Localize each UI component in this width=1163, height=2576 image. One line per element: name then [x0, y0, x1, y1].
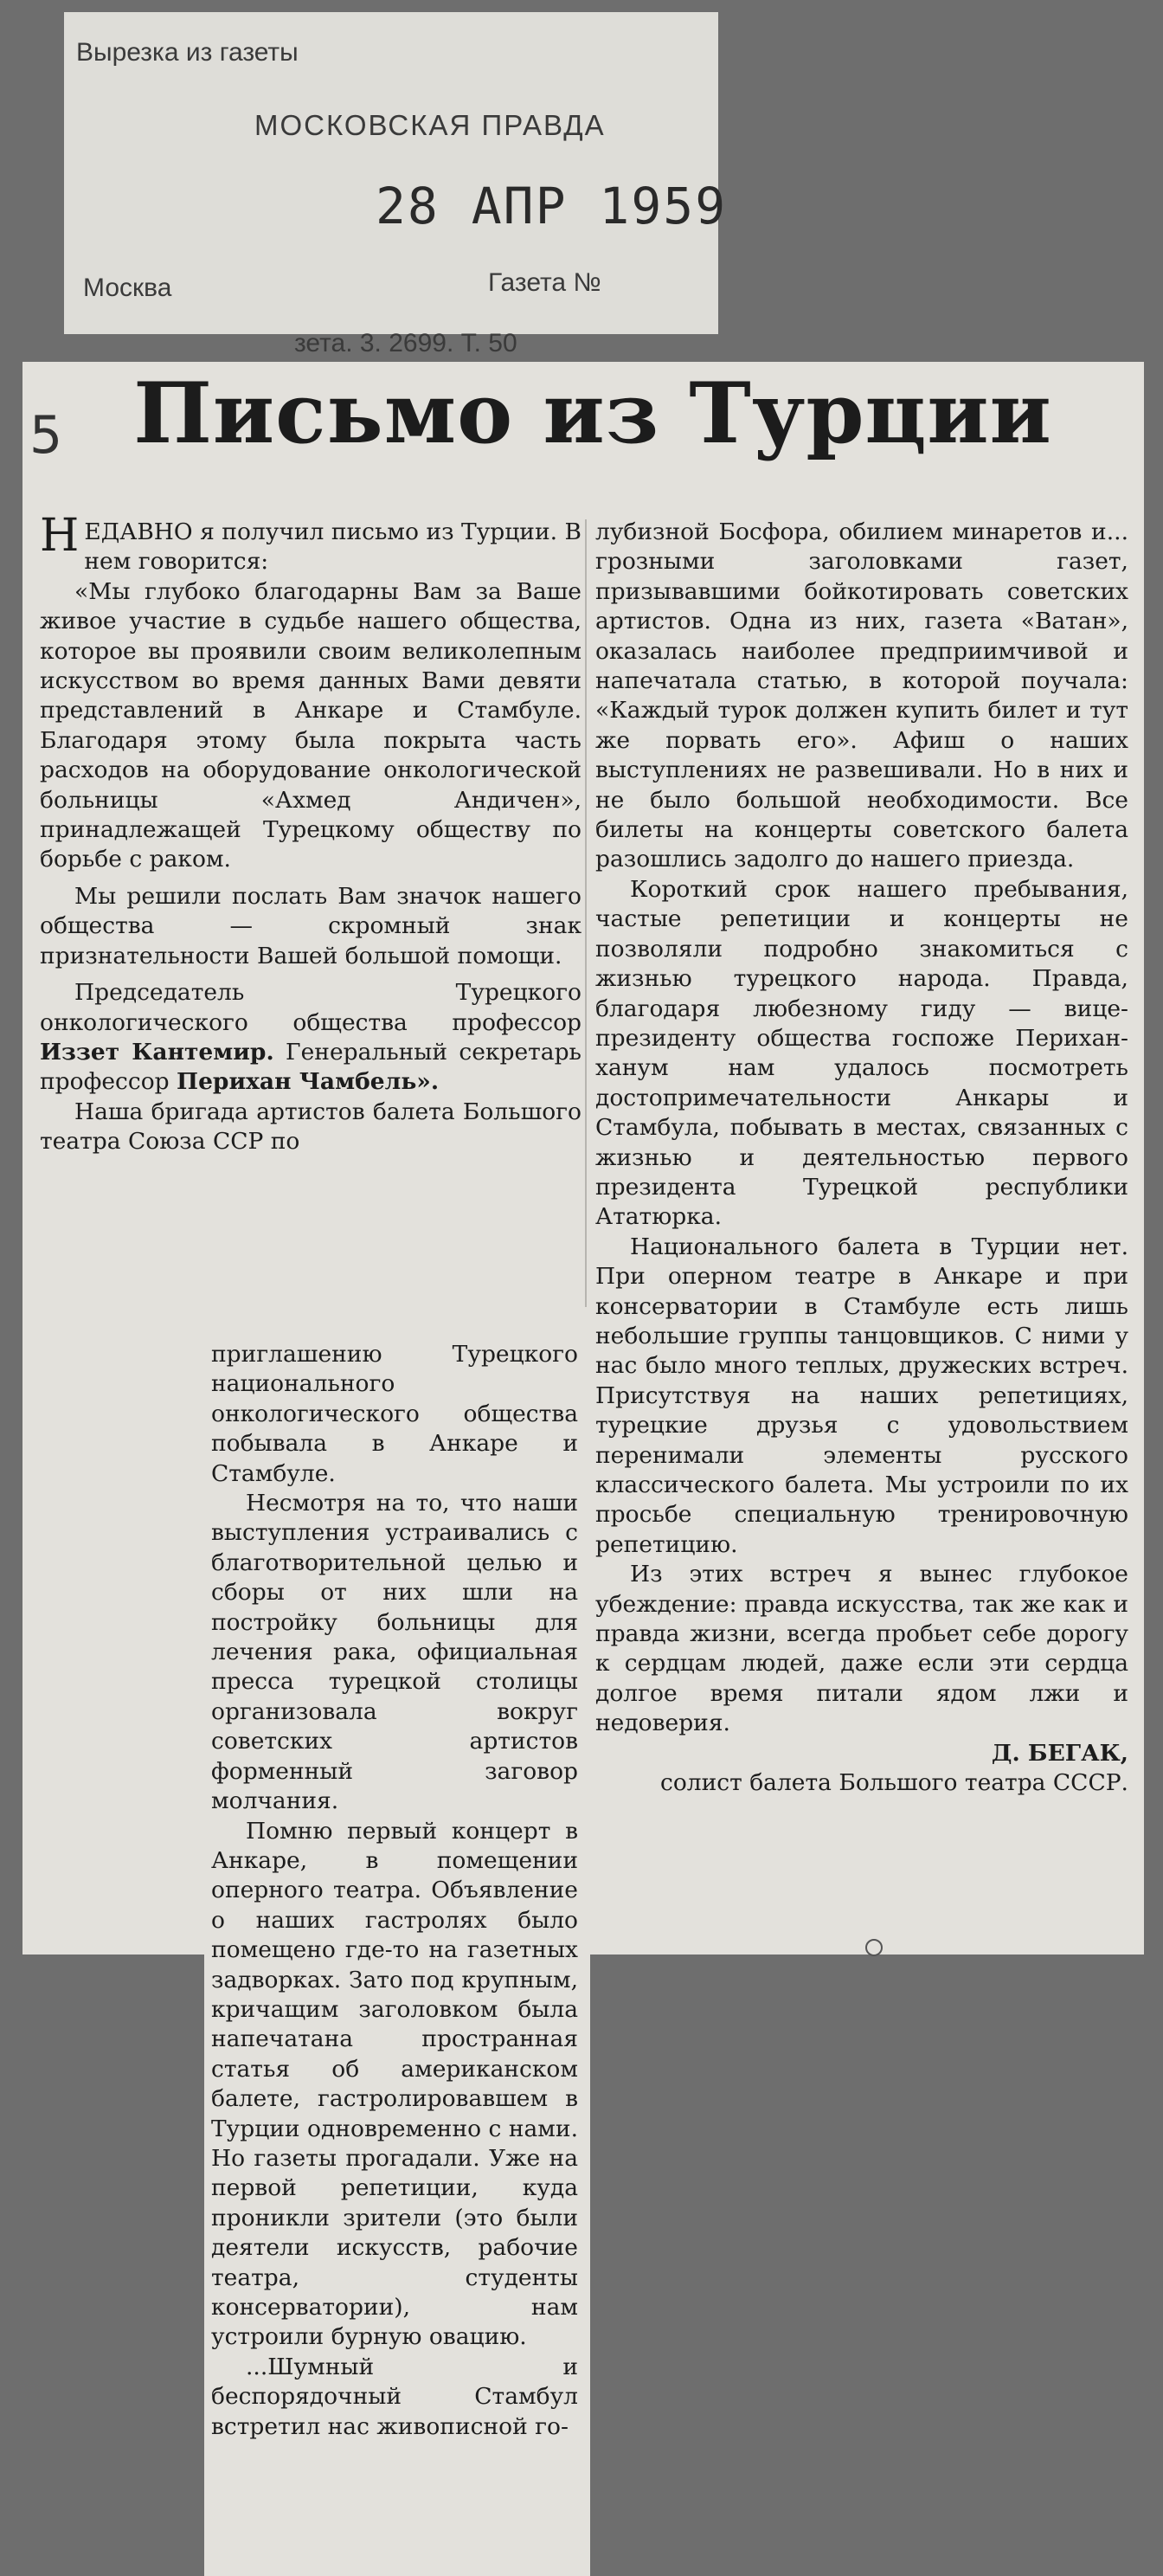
paragraph: Национального балета в Турции нет. При оперном театре в Анкаре и при консерватории в Стамбуле есть лишь небольшие группы танцовщиков. С ними у нас было много теплых, дружеских встреч. Присутствуя на наших репетициях, турецкие друзья с удовольствием перенимали элементы русского классического балета. Мы устроили по их просьбе специальную тренировочную репетицию. [595, 1233, 1128, 1558]
article-column-3 [595, 518, 1128, 1798]
paragraph: Наша бригада артистов балета Большого театра Союза ССР по [40, 1098, 582, 1156]
paragraph-text: ЕДАВНО я получил письмо из Турции. В нем говорится: [84, 518, 582, 576]
bold-name: Иззет Кантемир. [40, 1038, 274, 1066]
column-separator [585, 519, 587, 1307]
paragraph-text: Генеральный секретарь профессор [40, 1038, 582, 1096]
paragraph [40, 510, 582, 577]
label-reference-line: зета. 3. 2699. Т. 50 [294, 329, 517, 357]
paragraph: Помню первый концерт в Анкаре, в помещении оперного театра. Объявление о наших гастролях было помещено где-то на газетных задворках. Зато под крупным, кричащим заголовком была напечатана пространная статья об американском балете, гастролировавшем в Турции одновременно с нами. Но газеты прогадали. Уже на первой репетиции, куда проникли зрители (это были деятели искусств, рабочие театра, студенты консерватории), нам устроили бурную овацию. [211, 1817, 578, 2351]
paragraph: ...Шумный и беспорядочный Стамбул встретил нас живописной го- [211, 2353, 578, 2440]
article-column-2 [211, 1340, 578, 2442]
paragraph: Короткий срок нашего пребывания, частые репетиции и концерты не позволяли подробно знакомиться с жизнью турецкого народа. Правда, благодаря любезному гиду — вице-президенту общества госпоже Перихан-ханум нам удалось посмотреть достопримечательности Анкары и Стамбула, побывать в местах, связанных с жизнью и деятельностью первого президента Турецкой республики Ататюрка. [595, 875, 1128, 1231]
handwritten-mark: 5 [29, 405, 63, 466]
author-name: Д. БЕГАК, [991, 1739, 1128, 1767]
paragraph: Мы решили послать Вам значок нашего общества — скромный знак признательности Вашей большой помощи. [40, 882, 582, 969]
article-title: Письмо из Турции [133, 364, 1052, 462]
paragraph: Несмотря на то, что наши выступления устраивались с благотворительной целью и сборы от них шли на постройку больницы для лечения рака, официальная пресса турецкой столицы организовала вокруг советских артистов форменный заговор молчания. [211, 1490, 578, 1815]
label-newspaper-name: МОСКОВСКАЯ ПРАВДА [254, 109, 606, 141]
clipping-label [64, 12, 728, 334]
author-signature [595, 1739, 1128, 1768]
paragraph: лубизной Босфора, обилием минаретов и... грозными заголовками газет, призывавшими бойкотировать советских артистов. Одна из них, газета «Ватан», оказалась наиболее предприимчивой и напечатала статью, в которой поучала: «Каждый турок должен купить билет и тут же порвать его». Афиш о наших выступлениях не развешивали. Но в них и не было большой необходимости. Все билеты на концерты советского балета разошлись задолго до нашего приезда. [595, 518, 1128, 873]
label-date-stamp: 28 АПР 1959 [376, 177, 728, 235]
bold-name: Перихан Чамбель». [177, 1068, 440, 1096]
paragraph [40, 978, 582, 1098]
label-gazeta-number: Газета № [488, 268, 601, 297]
paragraph: «Мы глубоко благодарны Вам за Ваше живое участие в судьбе нашего общества, которое вы проявили своим великолепным искусством во время данных Вами девяти представлений в Анкаре и Стамбуле. Благодаря этому была покрыта часть расходов на оборудование онкологической больницы «Ахмед Андичен», принадлежащей Турецкому обществу по борьбе с раком. [40, 577, 582, 873]
label-clipping-text: Вырезка из газеты [76, 38, 299, 67]
paragraph: Из этих встреч я вынес глубокое убеждение: правда искусства, так же как и правда жизни, всегда пробьет себе дорогу к сердцам людей, даже если эти сердца долгое время питали ядом лжи и недоверия. [595, 1561, 1128, 1737]
ring-mark-icon [865, 1939, 883, 1956]
article-column-1 [40, 510, 582, 1157]
paragraph-text: Председатель Турецкого онкологического общества профессор [40, 979, 582, 1036]
label-city: Москва [83, 274, 172, 302]
drop-cap: Н [40, 510, 80, 562]
paragraph: приглашению Турецкого национального онкологического общества побывала в Анкаре и Стамбуле. [211, 1341, 578, 1487]
author-position: солист балета Большого театра СССР. [660, 1769, 1128, 1797]
